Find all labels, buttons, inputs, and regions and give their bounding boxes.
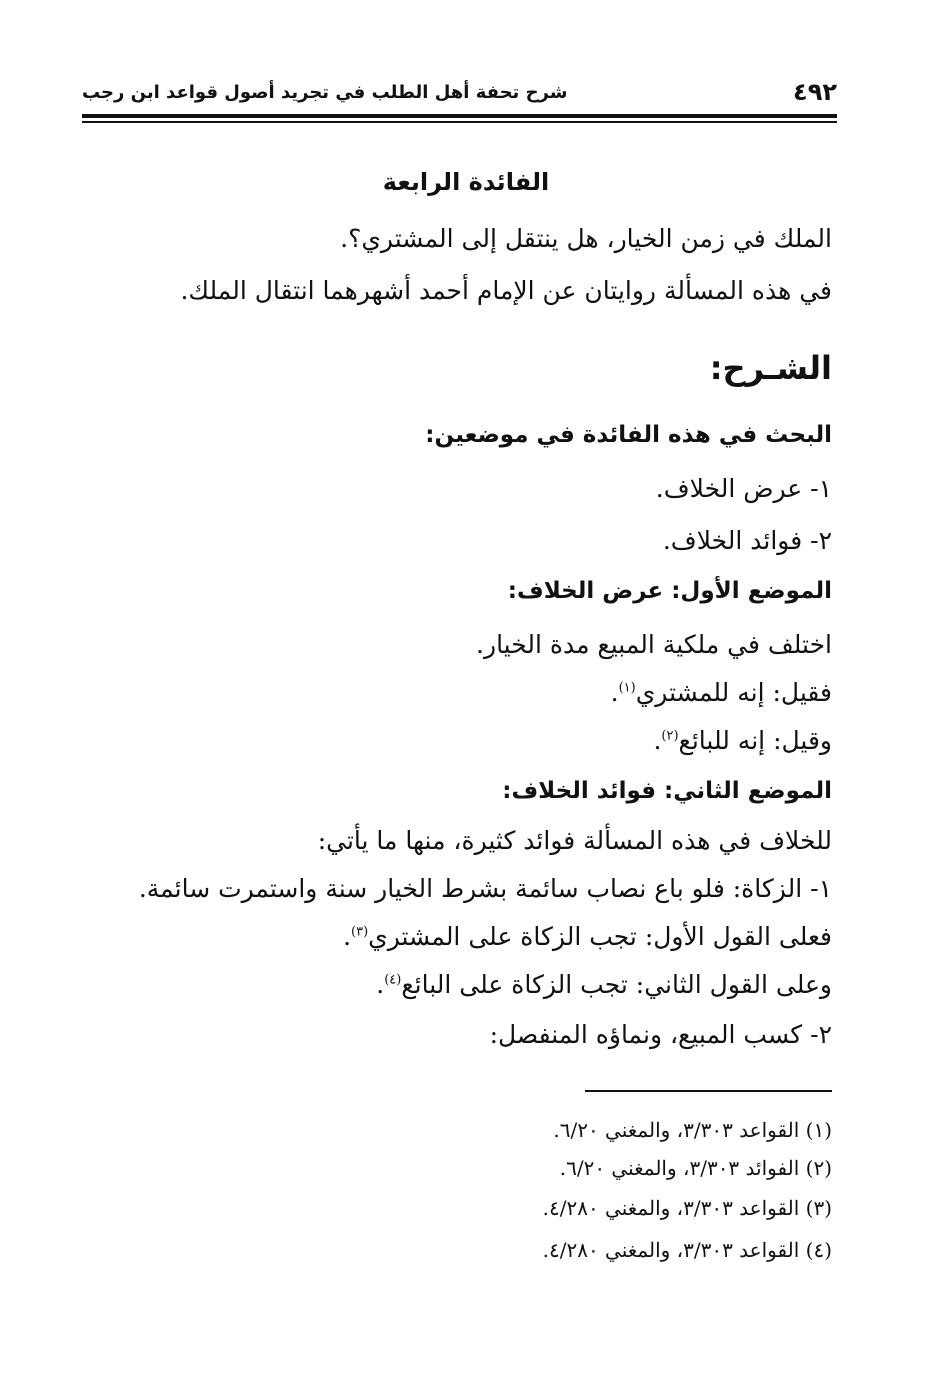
section2-line-4: وعلى القول الثاني: تجب الزكاة على البائع$^{(٤)}$. bbox=[376, 970, 832, 999]
section2-line-5: ٢- كسب المبيع، ونماؤه المنفصل: bbox=[489, 1020, 832, 1049]
section-heading: الفائدة الرابعة bbox=[382, 168, 550, 196]
section1-line-1: اختلف في ملكية المبيع مدة الخيار. bbox=[476, 630, 832, 659]
footnote-ref-3: (٣) bbox=[351, 924, 369, 940]
running-title: شرح تحفة أهل الطلب في تجريد أصول قواعد ابن رجب bbox=[82, 81, 568, 103]
intro-line-1: الملك في زمن الخيار، هل ينتقل إلى المشتري؟. bbox=[340, 224, 832, 253]
list-item-1: ١- عرض الخلاف. bbox=[655, 474, 832, 503]
section2-heading: الموضع الثاني: فوائد الخلاف: bbox=[502, 778, 832, 804]
header-rule-thick bbox=[82, 114, 837, 118]
section2-line-4-text: وعلى القول الثاني: تجب الزكاة على البائع bbox=[401, 970, 832, 999]
research-heading: البحث في هذه الفائدة في موضعين: bbox=[425, 422, 832, 448]
section2-line-3: فعلى القول الأول: تجب الزكاة على المشتري$^{(٣)}$. bbox=[343, 922, 832, 951]
section1-line-2: فقيل: إنه للمشتري$^{(١)}$. bbox=[610, 678, 832, 707]
footnote-4: (٤) القواعد ٣/٣٠٣، والمغني ٤/٢٨٠. bbox=[542, 1238, 832, 1262]
footnote-2: (٢) الفوائد ٣/٣٠٣، والمغني ٦/٢٠. bbox=[559, 1156, 832, 1180]
footnote-separator bbox=[585, 1090, 832, 1092]
sharh-heading: الشـرح: bbox=[709, 349, 832, 387]
footnote-3: (٣) القواعد ٣/٣٠٣، والمغني ٤/٢٨٠. bbox=[542, 1196, 832, 1220]
footnote-ref-1: (١) bbox=[618, 680, 636, 696]
intro-line-2: في هذه المسألة روايتان عن الإمام أحمد أشهرهما انتقال الملك. bbox=[180, 276, 832, 305]
page-number: ٤٩٢ bbox=[793, 78, 837, 106]
section1-line-2-text: فقيل: إنه للمشتري bbox=[635, 678, 832, 707]
section2-line-1: للخلاف في هذه المسألة فوائد كثيرة، منها ما يأتي: bbox=[317, 826, 832, 855]
section2-line-2: ١- الزكاة: فلو باع نصاب سائمة بشرط الخيار سنة واستمرت سائمة. bbox=[138, 874, 832, 903]
section2-line-3-text: فعلى القول الأول: تجب الزكاة على المشتري bbox=[368, 922, 832, 951]
page-header bbox=[82, 72, 837, 112]
footnote-ref-2: (٢) bbox=[661, 728, 679, 744]
header-rule-thin bbox=[82, 121, 837, 123]
section1-line-3-text: وقيل: إنه للبائع bbox=[678, 726, 832, 755]
list-item-2: ٢- فوائد الخلاف. bbox=[662, 526, 832, 555]
footnote-1: (١) القواعد ٣/٣٠٣، والمغني ٦/٢٠. bbox=[553, 1118, 832, 1142]
section1-line-3: وقيل: إنه للبائع$^{(٢)}$. bbox=[653, 726, 832, 755]
footnote-ref-4: (٤) bbox=[384, 972, 402, 988]
section1-heading: الموضع الأول: عرض الخلاف: bbox=[507, 578, 832, 604]
